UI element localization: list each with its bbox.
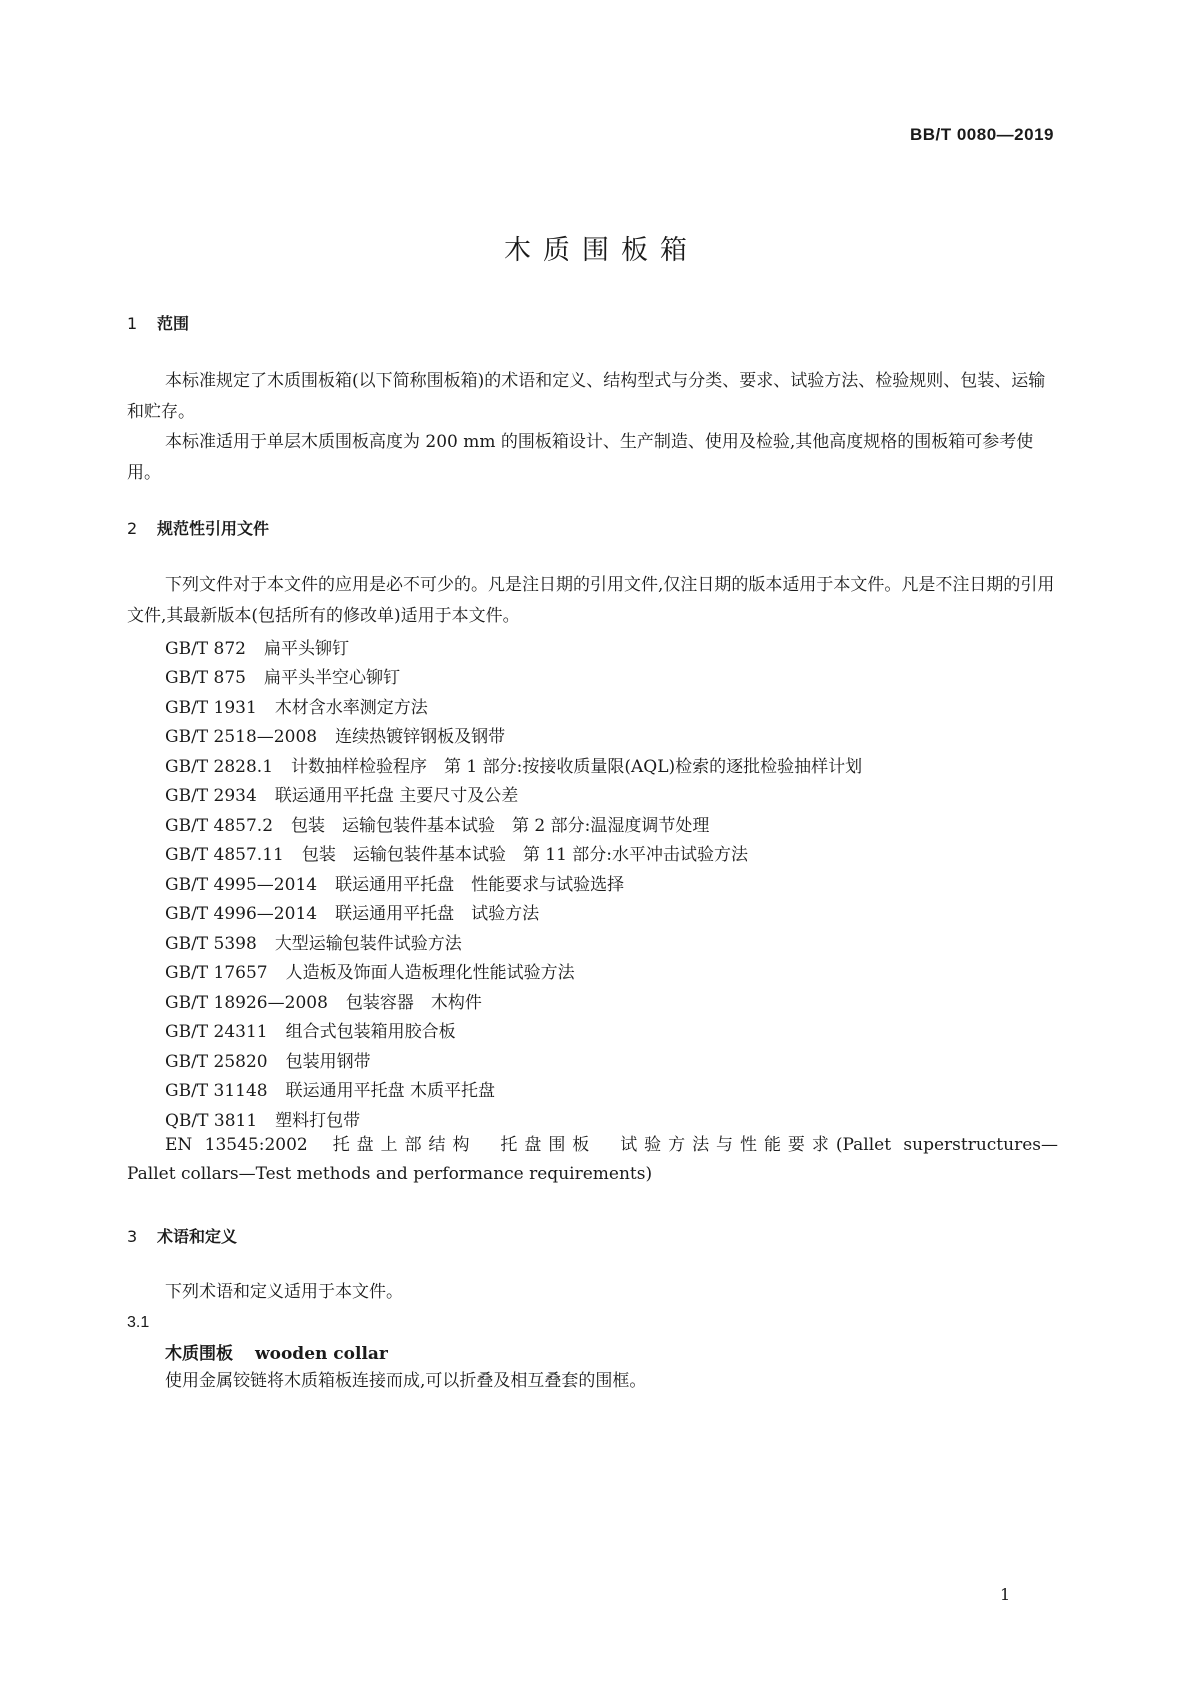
- scope-paragraph-1: 本标准规定了木质围板箱(以下简称围板箱)的术语和定义、结构型式与分类、要求、试验方法、检验规则、包装、运输和贮存。: [127, 371, 1046, 422]
- terms-intro: 下列术语和定义适用于本文件。: [165, 1282, 403, 1302]
- reference-item: [165, 693, 428, 718]
- section-number: 3: [127, 1227, 138, 1246]
- reference-code: QB/T 3811: [165, 1111, 258, 1131]
- reference-item: [165, 722, 505, 747]
- reference-title: 包装 运输包装件基本试验 第 2 部分:温湿度调节处理: [291, 816, 710, 836]
- reference-code: GB/T 872: [165, 639, 246, 659]
- term-zh: 木质围板: [165, 1344, 233, 1364]
- reference-code: EN 13545:2002: [165, 1135, 308, 1155]
- reference-item: [165, 1076, 495, 1101]
- reference-item: [165, 811, 709, 836]
- reference-code: GB/T 875: [165, 668, 246, 688]
- reference-item: [165, 840, 748, 865]
- reference-code: GB/T 31148: [165, 1081, 268, 1101]
- section-number: 1: [127, 314, 138, 333]
- reference-title: 联运通用平托盘 试验方法: [335, 904, 540, 924]
- reference-item: [165, 781, 518, 806]
- term-definition: 使用金属铰链将木质箱板连接而成,可以折叠及相互叠套的围框。: [165, 1371, 647, 1391]
- reference-title: 扁平头铆钉: [264, 639, 349, 659]
- section-number: 2: [127, 519, 138, 538]
- reference-title: 托盘上部结构 托盘围板 试验方法与性能要求(Pallet superstructures—: [325, 1135, 1059, 1155]
- reference-code: GB/T 2934: [165, 786, 257, 806]
- standard-number: BB/T 0080—2019: [909, 125, 1054, 144]
- reference-title: 计数抽样检验程序 第 1 部分:按接收质量限(AQL)检索的逐批检验抽样计划: [291, 757, 863, 777]
- reference-code: GB/T 18926—2008: [165, 993, 328, 1013]
- reference-title: 包装用钢带: [285, 1052, 371, 1072]
- reference-code: GB/T 4995—2014: [165, 875, 318, 895]
- reference-title: 木材含水率测定方法: [274, 698, 428, 718]
- reference-item: [165, 988, 482, 1013]
- section-title: 规范性引用文件: [157, 519, 270, 538]
- term-en: wooden collar: [255, 1344, 388, 1364]
- section-title: 范围: [157, 314, 190, 333]
- reference-code: GB/T 25820: [165, 1052, 268, 1072]
- term-heading: [165, 1339, 388, 1364]
- reference-title: 扁平头半空心铆钉: [264, 668, 400, 688]
- reference-code: GB/T 24311: [165, 1022, 268, 1042]
- reference-code: GB/T 2828.1: [165, 757, 274, 777]
- section-3-heading: [127, 1224, 237, 1247]
- section-2-heading: [127, 516, 269, 539]
- reference-item: [165, 1106, 360, 1131]
- reference-code: GB/T 4996—2014: [165, 904, 318, 924]
- reference-code: GB/T 1931: [165, 698, 257, 718]
- scope-paragraph-2: 本标准适用于单层木质围板高度为 200 mm 的围板箱设计、生产制造、使用及检验,其他高度规格的围板箱可参考使用。: [127, 432, 1034, 483]
- reference-item: [165, 899, 539, 924]
- reference-title: 连续热镀锌钢板及钢带: [335, 727, 506, 747]
- reference-code: GB/T 17657: [165, 963, 268, 983]
- reference-item: [165, 634, 349, 659]
- section-1-heading: [127, 311, 189, 334]
- document-title: 木质围板箱: [504, 235, 699, 266]
- reference-title: 包装 运输包装件基本试验 第 11 部分:水平冲击试验方法: [301, 845, 749, 865]
- reference-title: 联运通用平托盘 主要尺寸及公差: [274, 786, 519, 806]
- reference-title: 塑料打包带: [275, 1111, 361, 1131]
- reference-title: 包装容器 木构件: [345, 993, 482, 1013]
- reference-item: [165, 1047, 371, 1072]
- references-intro: 下列文件对于本文件的应用是必不可少的。凡是注日期的引用文件,仅注日期的版本适用于本文件。凡是不注日期的引用文件,其最新版本(包括所有的修改单)适用于本文件。: [127, 575, 1055, 626]
- reference-item: [165, 870, 624, 895]
- page-number: 1: [1000, 1585, 1011, 1604]
- reference-title: 大型运输包装件试验方法: [274, 934, 462, 954]
- reference-title-continued: Pallet collars—Test methods and performance requirements): [127, 1164, 653, 1184]
- reference-item: [165, 752, 862, 777]
- reference-code: GB/T 4857.11: [165, 845, 284, 865]
- section-title: 术语和定义: [157, 1227, 238, 1246]
- reference-title: 人造板及饰面人造板理化性能试验方法: [285, 963, 575, 983]
- reference-title: 组合式包装箱用胶合板: [285, 1022, 456, 1042]
- reference-item: [165, 663, 400, 688]
- term-number: 3.1: [127, 1314, 150, 1331]
- reference-item: [165, 958, 575, 983]
- reference-title: 联运通用平托盘 木质平托盘: [285, 1081, 496, 1101]
- reference-item-en13545: [165, 1130, 1058, 1161]
- reference-code: GB/T 4857.2: [165, 816, 274, 836]
- reference-item: [165, 1017, 456, 1042]
- reference-code: GB/T 5398: [165, 934, 257, 954]
- reference-item: [165, 929, 462, 954]
- reference-code: GB/T 2518—2008: [165, 727, 318, 747]
- reference-title: 联运通用平托盘 性能要求与试验选择: [335, 875, 625, 895]
